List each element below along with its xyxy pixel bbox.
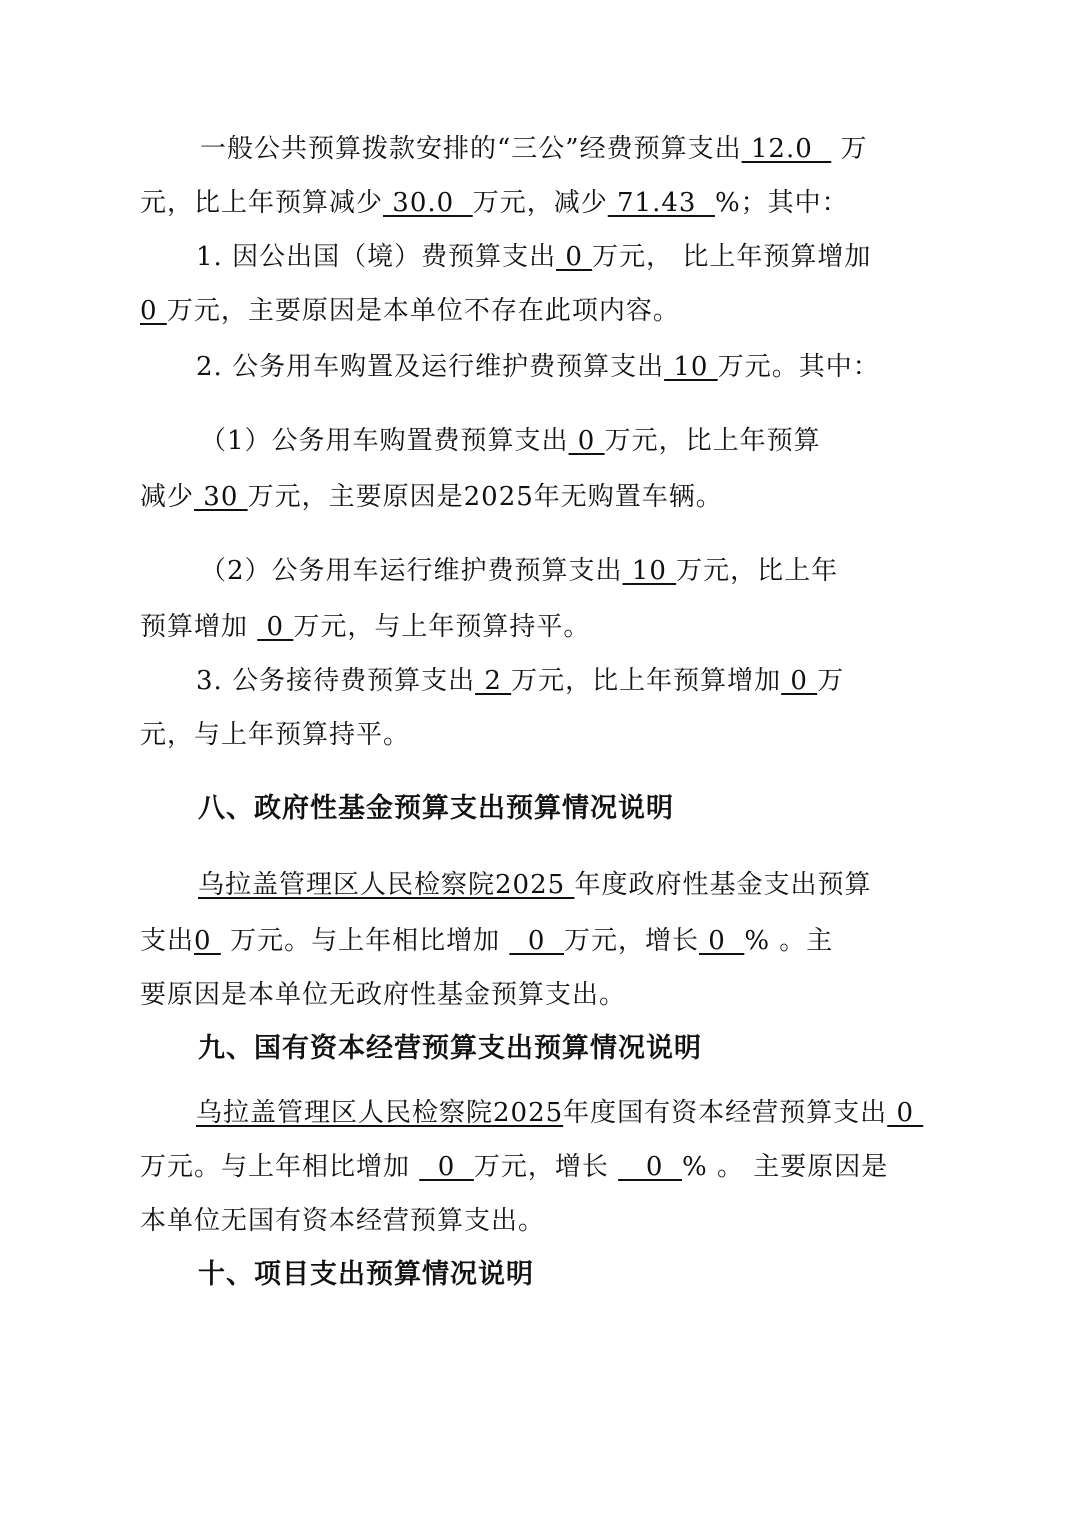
item1-text: 1. 因公出国（境）费预算支出 xyxy=(196,242,557,272)
reception-expense-value: 2 xyxy=(475,666,512,696)
section8-line-1 xyxy=(198,868,871,902)
item2-1-text: 减少 xyxy=(140,482,195,512)
p1-text: 元，比上年预算减少 xyxy=(140,188,384,218)
section9-text: 年度国有资本经营预算支出 xyxy=(563,1098,888,1128)
item2-2-line-1 xyxy=(200,554,838,588)
item2-2-text: 万元，与上年预算持平。 xyxy=(293,612,591,642)
p1-text: %；其中： xyxy=(714,188,849,218)
p1-line-2 xyxy=(140,186,849,220)
item2-2-text: 万元，比上年 xyxy=(676,556,839,586)
p1-text: 一般公共预算拨款安排的“三公”经费预算支出 xyxy=(200,134,742,164)
overseas-expense-value: 0 xyxy=(556,242,593,272)
item2-text: 2. 公务用车购置及运行维护费预算支出 xyxy=(196,352,665,382)
item3-text: 万元，比上年预算增加 xyxy=(511,666,782,696)
item3-line-2 xyxy=(140,718,410,752)
item3-text: 元，与上年预算持平。 xyxy=(140,720,411,750)
section10-heading: 十、项目支出预算情况说明 xyxy=(198,1259,534,1290)
vehicle-maintenance-increase-value: 0 xyxy=(257,612,294,642)
gov-fund-increase-value: 0 xyxy=(509,926,564,956)
overseas-increase-value: 0 xyxy=(140,296,167,326)
item2-1-line-1 xyxy=(200,424,821,458)
item2-1-text: （1）公务用车购置费预算支出 xyxy=(200,426,569,456)
section9-line-2 xyxy=(140,1150,888,1184)
decrease-amount-value: 30.0 xyxy=(383,188,473,218)
section9-text: % 。 主要原因是 xyxy=(682,1152,889,1182)
reception-increase-value: 0 xyxy=(781,666,818,696)
section8-text: 要原因是本单位无政府性基金预算支出。 xyxy=(140,980,627,1010)
section8-text: 支出 xyxy=(140,926,195,956)
unit-name-year: 乌拉盖管理区人民检察院2025 xyxy=(196,1098,564,1128)
state-capital-increase-value: 0 xyxy=(419,1152,474,1182)
section8-text: 万元，增长 xyxy=(563,926,699,956)
unit-name-year: 乌拉盖管理区人民检察院2025 xyxy=(198,870,575,900)
item1-line-1 xyxy=(196,240,871,274)
item1-text: 万元，主要原因是本单位不存在此项内容。 xyxy=(166,296,680,326)
vehicle-expense-value: 10 xyxy=(664,352,718,382)
item2-1-line-2 xyxy=(140,480,723,514)
item2-2-text: 预算增加 xyxy=(140,612,258,642)
p1-line-1 xyxy=(200,132,868,166)
section8-text: 年度政府性基金支出预算 xyxy=(574,870,872,900)
state-capital-expense-value: 0 xyxy=(887,1098,924,1128)
section8-heading: 八、政府性基金预算支出预算情况说明 xyxy=(198,793,674,824)
vehicle-purchase-decrease-value: 30 xyxy=(194,482,248,512)
section9-text: 万元，增长 xyxy=(473,1152,619,1182)
section8-text: % 。主 xyxy=(744,926,834,956)
item3-line-1 xyxy=(196,664,844,698)
section9-line-3 xyxy=(140,1204,545,1238)
vehicle-purchase-value: 0 xyxy=(568,426,605,456)
sangong-total-value: 12.0 xyxy=(741,134,832,164)
vehicle-maintenance-value: 10 xyxy=(622,556,677,586)
section9-heading: 九、国有资本经营预算支出预算情况说明 xyxy=(198,1033,702,1064)
item1-text: 万元， 比上年预算增加 xyxy=(592,242,872,272)
decrease-percent-value: 71.43 xyxy=(607,188,715,218)
section8-line-3 xyxy=(140,978,626,1012)
gov-fund-expense-value: 0 xyxy=(194,926,221,956)
item1-line-2 xyxy=(140,294,680,328)
item2-text: 万元。其中： xyxy=(717,352,880,382)
item2-1-text: 万元，主要原因是2025年无购置车辆。 xyxy=(247,482,723,512)
item2-line-1 xyxy=(196,350,880,384)
item3-text: 3. 公务接待费预算支出 xyxy=(196,666,476,696)
p1-text: 万元，减少 xyxy=(472,188,608,218)
section8-line-2 xyxy=(140,924,833,958)
gov-fund-growth-value: 0 xyxy=(698,926,745,956)
item2-1-text: 万元，比上年预算 xyxy=(604,426,821,456)
item2-2-text: （2）公务用车运行维护费预算支出 xyxy=(200,556,623,586)
state-capital-growth-value: 0 xyxy=(618,1152,683,1182)
section9-line-1 xyxy=(196,1096,923,1130)
section8-text: 万元。与上年相比增加 xyxy=(220,926,510,956)
section9-text: 本单位无国有资本经营预算支出。 xyxy=(140,1206,546,1236)
item3-text: 万 xyxy=(817,666,845,696)
p1-text: 万 xyxy=(831,134,868,164)
section9-text: 万元。与上年相比增加 xyxy=(140,1152,420,1182)
item2-2-line-2 xyxy=(140,610,590,644)
